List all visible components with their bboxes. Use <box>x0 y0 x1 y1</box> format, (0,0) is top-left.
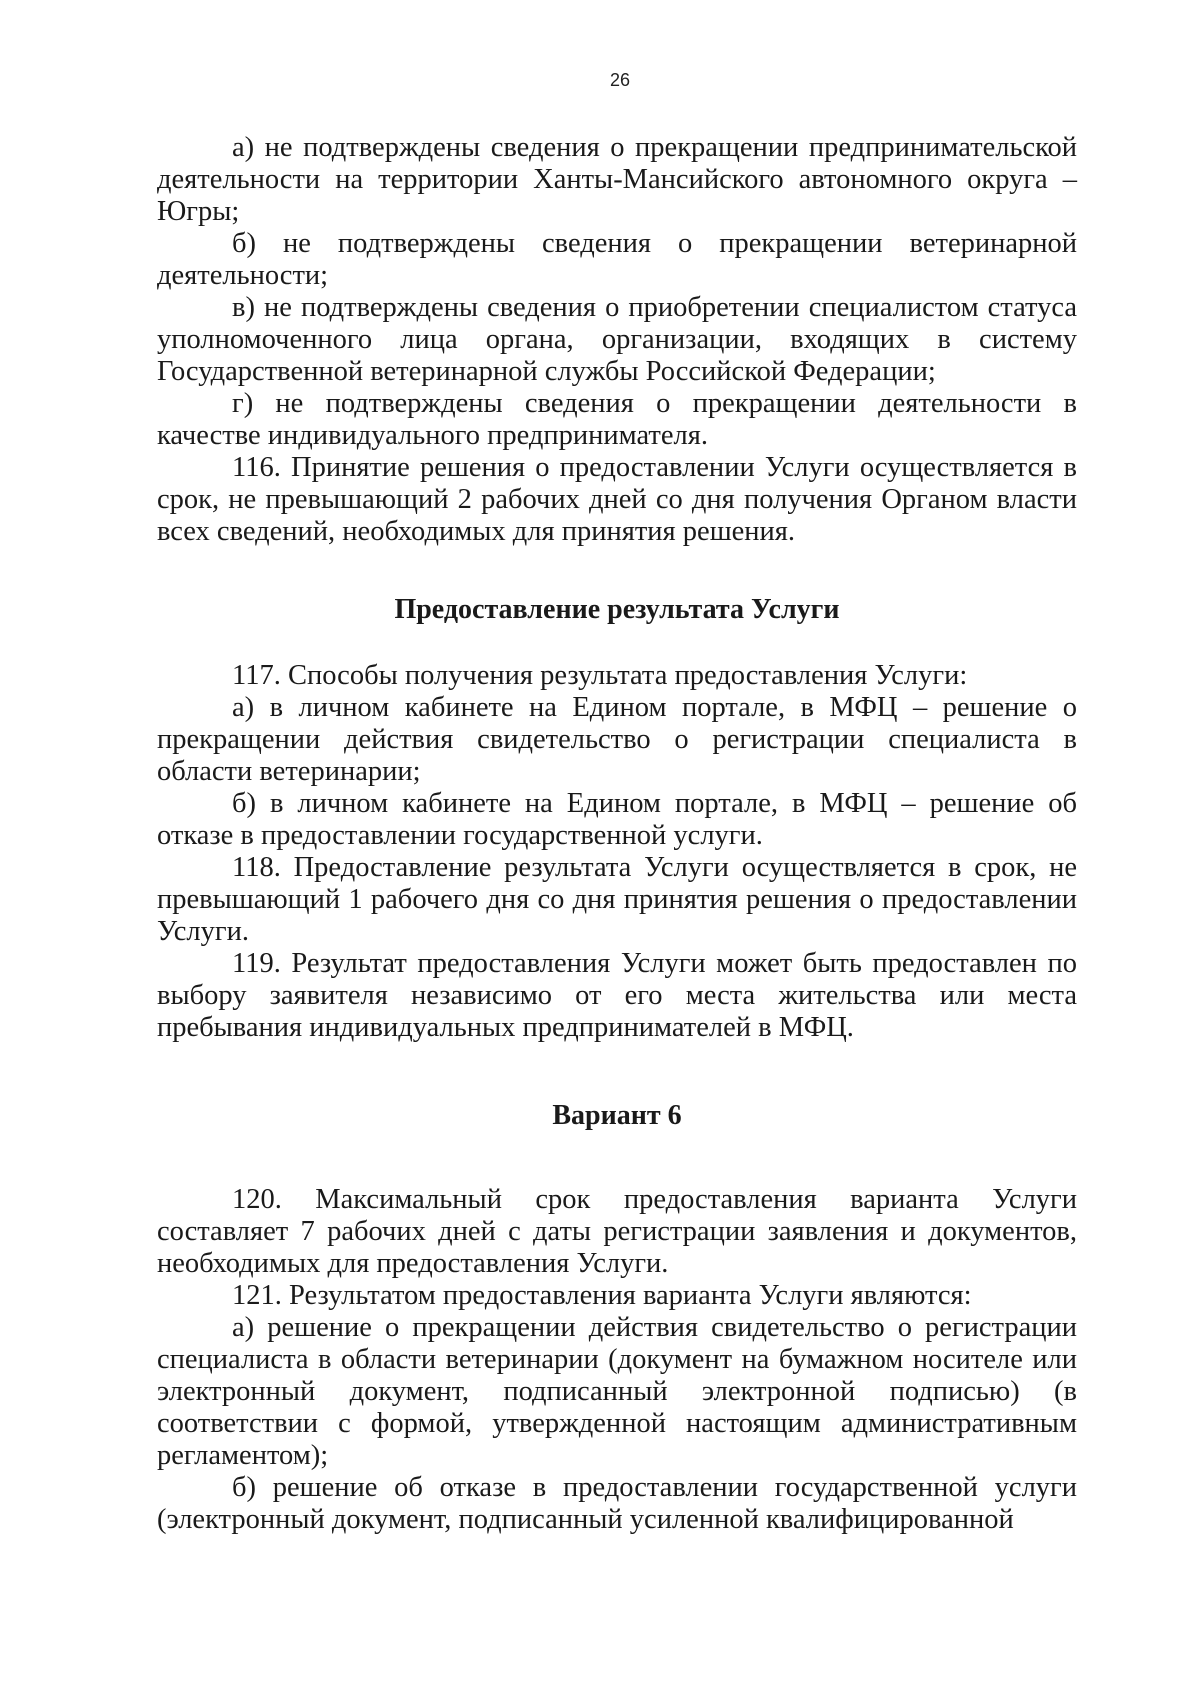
paragraph-v-authorized-person: в) не подтверждены сведения о приобретении специалистом статуса уполномоченного лица органа, организации, входящих в систему Государственной ветеринарной службы Российской Федерации; <box>157 292 1077 387</box>
paragraph-121-a: а) решение о прекращении действия свидетельство о регистрации специалиста в области ветеринарии (документ на бумажном носителе или электронный документ, подписанный электронной подписью) (в соответствии с формой, утвержденной настоящим административным регламентом); <box>157 1312 1077 1471</box>
paragraph-g-individual-entrepreneur: г) не подтверждены сведения о прекращении деятельности в качестве индивидуального предпринимателя. <box>157 388 1077 451</box>
paragraph-120: 120. Максимальный срок предоставления варианта Услуги составляет 7 рабочих дней с даты регистрации заявления и документов, необходимых для предоставления Услуги. <box>157 1184 1077 1279</box>
paragraph-121-b: б) решение об отказе в предоставлении государственной услуги (электронный документ, подписанный усиленной квалифицированной <box>157 1472 1077 1535</box>
paragraph-117-a: а) в личном кабинете на Едином портале, в МФЦ – решение о прекращении действия свидетельство о регистрации специалиста в области ветеринарии; <box>157 692 1077 787</box>
page-number: 26 <box>609 70 631 90</box>
paragraph-b-veterinary: б) не подтверждены сведения о прекращении ветеринарной деятельности; <box>157 228 1077 291</box>
paragraph-121: 121. Результатом предоставления варианта Услуги являются: <box>232 1280 972 1311</box>
section-heading-result: Предоставление результата Услуги <box>394 594 840 625</box>
document-body <box>157 132 1077 1536</box>
paragraph-a-entrepreneur: а) не подтверждены сведения о прекращении предпринимательской деятельности на территории Ханты-Мансийского автономного округа – Югры; <box>157 132 1077 227</box>
paragraph-117-b: б) в личном кабинете на Едином портале, в МФЦ – решение об отказе в предоставлении государственной услуги. <box>157 788 1077 851</box>
paragraph-119: 119. Результат предоставления Услуги может быть предоставлен по выбору заявителя независимо от его места жительства или места пребывания индивидуальных предпринимателей в МФЦ. <box>157 948 1077 1043</box>
section-heading-variant-6: Вариант 6 <box>552 1100 682 1131</box>
paragraph-118: 118. Предоставление результата Услуги осуществляется в срок, не превышающий 1 рабочего дня со дня принятия решения о предоставлении Услуги. <box>157 852 1077 947</box>
paragraph-116: 116. Принятие решения о предоставлении Услуги осуществляется в срок, не превышающий 2 рабочих дней со дня получения Органом власти всех сведений, необходимых для принятия решения. <box>157 452 1077 547</box>
paragraph-117: 117. Способы получения результата предоставления Услуги: <box>232 660 968 691</box>
